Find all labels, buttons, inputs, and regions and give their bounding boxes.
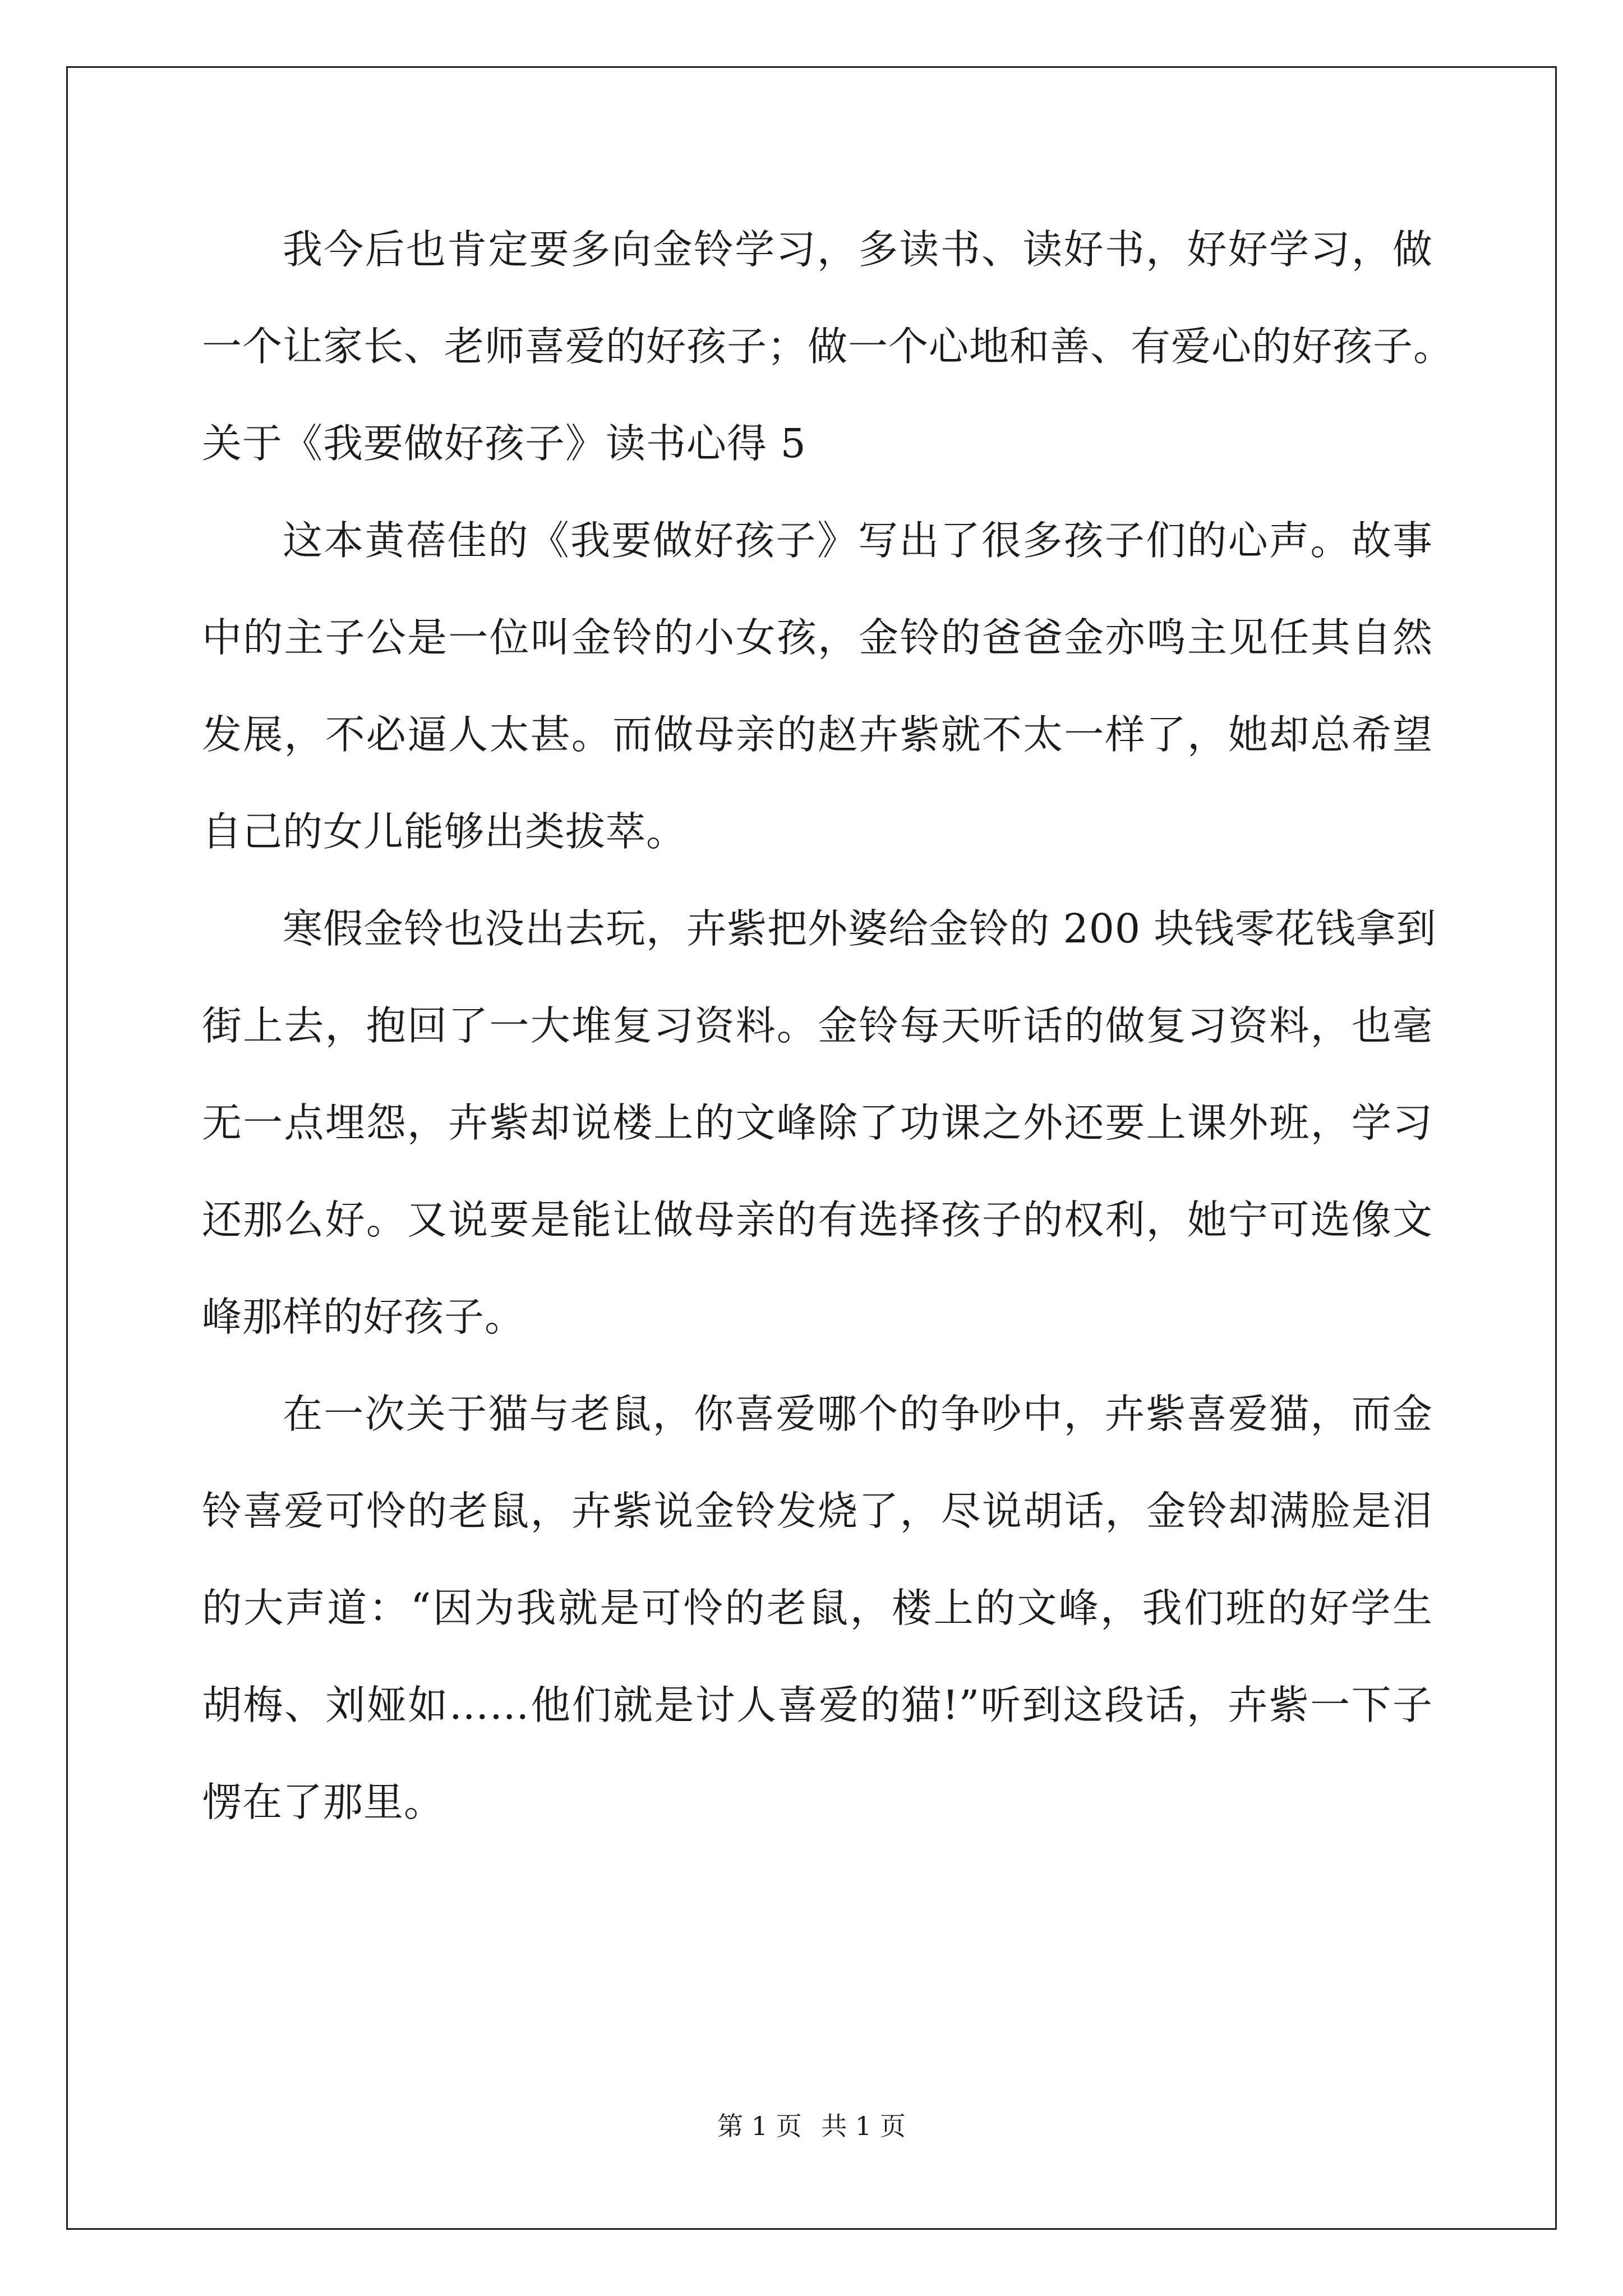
page-number: 第 1 页 <box>717 2111 802 2141</box>
paragraph-2-line-1: 这本黄蓓佳的《我要做好孩子》写出了很多孩子们的心声。故事 <box>283 517 1433 564</box>
paragraph-4-line-1: 在一次关于猫与老鼠，你喜爱哪个的争吵中，卉紫喜爱猫，而金 <box>283 1391 1433 1437</box>
paragraph-4-line-2: 铃喜爱可怜的老鼠，卉紫说金铃发烧了，尽说胡话，金铃却满脸是泪 <box>202 1488 1433 1534</box>
paragraph-1-line-1: 我今后也肯定要多向金铃学习，多读书、读好书，好好学习，做 <box>283 226 1433 273</box>
page-footer <box>0 2109 1623 2143</box>
paragraph-2-line-2: 中的主子公是一位叫金铃的小女孩，金铃的爸爸金亦鸣主见任其自然 <box>202 614 1433 661</box>
paragraph-3-line-4: 还那么好。又说要是能让做母亲的有选择孩子的权利，她宁可选像文 <box>202 1197 1433 1243</box>
paragraph-4-line-3: 的大声道：“因为我就是可怜的老鼠，楼上的文峰，我们班的好学生 <box>202 1585 1433 1631</box>
paragraph-3-line-5: 峰那样的好孩子。 <box>202 1294 525 1340</box>
section-heading: 关于《我要做好孩子》读书心得 5 <box>202 420 806 467</box>
paragraph-3-line-1: 寒假金铃也没出去玩，卉紫把外婆给金铃的 200 块钱零花钱拿到 <box>283 905 1437 952</box>
paragraph-1-line-2: 一个让家长、老师喜爱的好孩子；做一个心地和善、有爱心的好孩子。 <box>202 323 1454 370</box>
paragraph-4-line-4: 胡梅、刘娅如……他们就是讨人喜爱的猫!”听到这段话，卉紫一下子 <box>202 1682 1433 1728</box>
page-total: 共 1 页 <box>821 2111 906 2141</box>
paragraph-3-line-3: 无一点埋怨，卉紫却说楼上的文峰除了功课之外还要上课外班，学习 <box>202 1099 1433 1146</box>
paragraph-2-line-4: 自己的女儿能够出类拔萃。 <box>202 808 687 855</box>
paragraph-3-line-2: 街上去，抱回了一大堆复习资料。金铃每天听话的做复习资料，也毫 <box>202 1002 1433 1049</box>
paragraph-4-line-5: 愣在了那里。 <box>202 1779 445 1825</box>
paragraph-2-line-3: 发展，不必逼人太甚。而做母亲的赵卉紫就不太一样了，她却总希望 <box>202 711 1433 758</box>
